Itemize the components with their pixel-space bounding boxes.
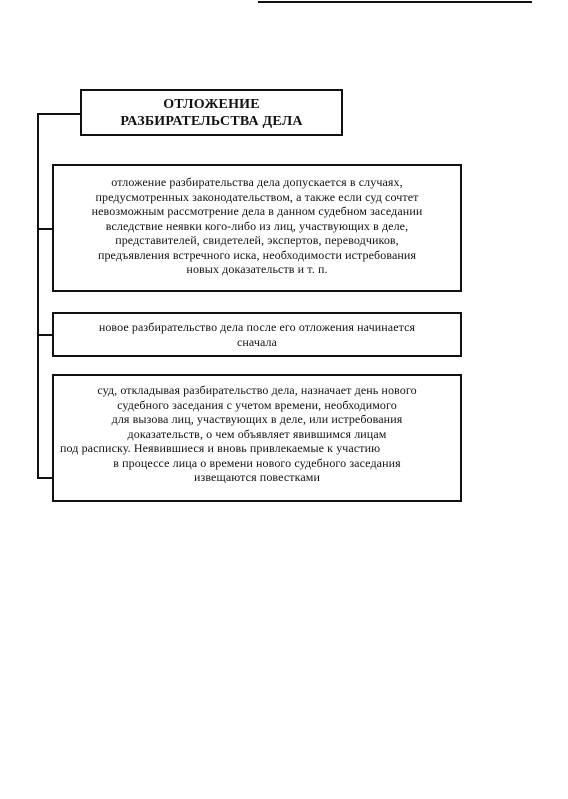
box-1-line-2: предусмотренных законодательством, а также если суд сочтет	[95, 189, 419, 204]
connector-trunk	[37, 113, 39, 478]
box-new-hearing	[52, 312, 462, 357]
box-postponement-grounds	[52, 164, 462, 292]
box-2-line-1: новое разбирательство дела после его отложения начинается	[98, 320, 416, 334]
connector-title	[37, 113, 82, 115]
box-1-line-7: новых доказательств и т. п.	[186, 262, 328, 276]
title-box	[80, 89, 343, 136]
box-3-line-6: в процессе лица о времени нового судебного заседания	[113, 455, 401, 470]
box-3-line-7: извещаются повестками	[194, 470, 320, 484]
title-line-1: ОТЛОЖЕНИЕ	[163, 96, 260, 112]
box-3-line-2: судебного заседания с учетом времени, необходимого	[117, 397, 397, 412]
box-2-line-2: сначала	[236, 334, 278, 349]
box-1-line-5: представителей, свидетелей, экспертов, переводчиков,	[115, 233, 399, 247]
connector-box-1	[37, 228, 52, 230]
box-1-line-6: предъявления встречного иска, необходимости истребования	[97, 247, 417, 262]
connector-box-3	[37, 477, 52, 479]
title-line-2: РАЗБИРАТЕЛЬСТВА ДЕЛА	[120, 113, 303, 129]
box-3-line-1: суд, откладывая разбирательство дела, назначает день нового	[97, 383, 417, 397]
box-1-line-1: отложение разбирательства дела допускается в случаях,	[111, 175, 403, 189]
box-1-line-4: вследствие неявки кого-либо из лиц, участвующих в деле,	[105, 218, 409, 233]
connector-box-2	[37, 334, 52, 336]
box-1-line-3: невозможным рассмотрение дела в данном судебном заседании	[91, 204, 423, 218]
box-3-line-4: доказательств, о чем объявляет явившимся лицам	[127, 426, 387, 441]
top-rule	[258, 1, 532, 3]
box-3-line-3: для вызова лиц, участвующих в деле, или истребования	[111, 412, 403, 426]
box-3-line-5: под расписку. Неявившиеся и вновь привлекаемые к участию	[60, 441, 381, 455]
box-new-hearing-date	[52, 374, 462, 502]
